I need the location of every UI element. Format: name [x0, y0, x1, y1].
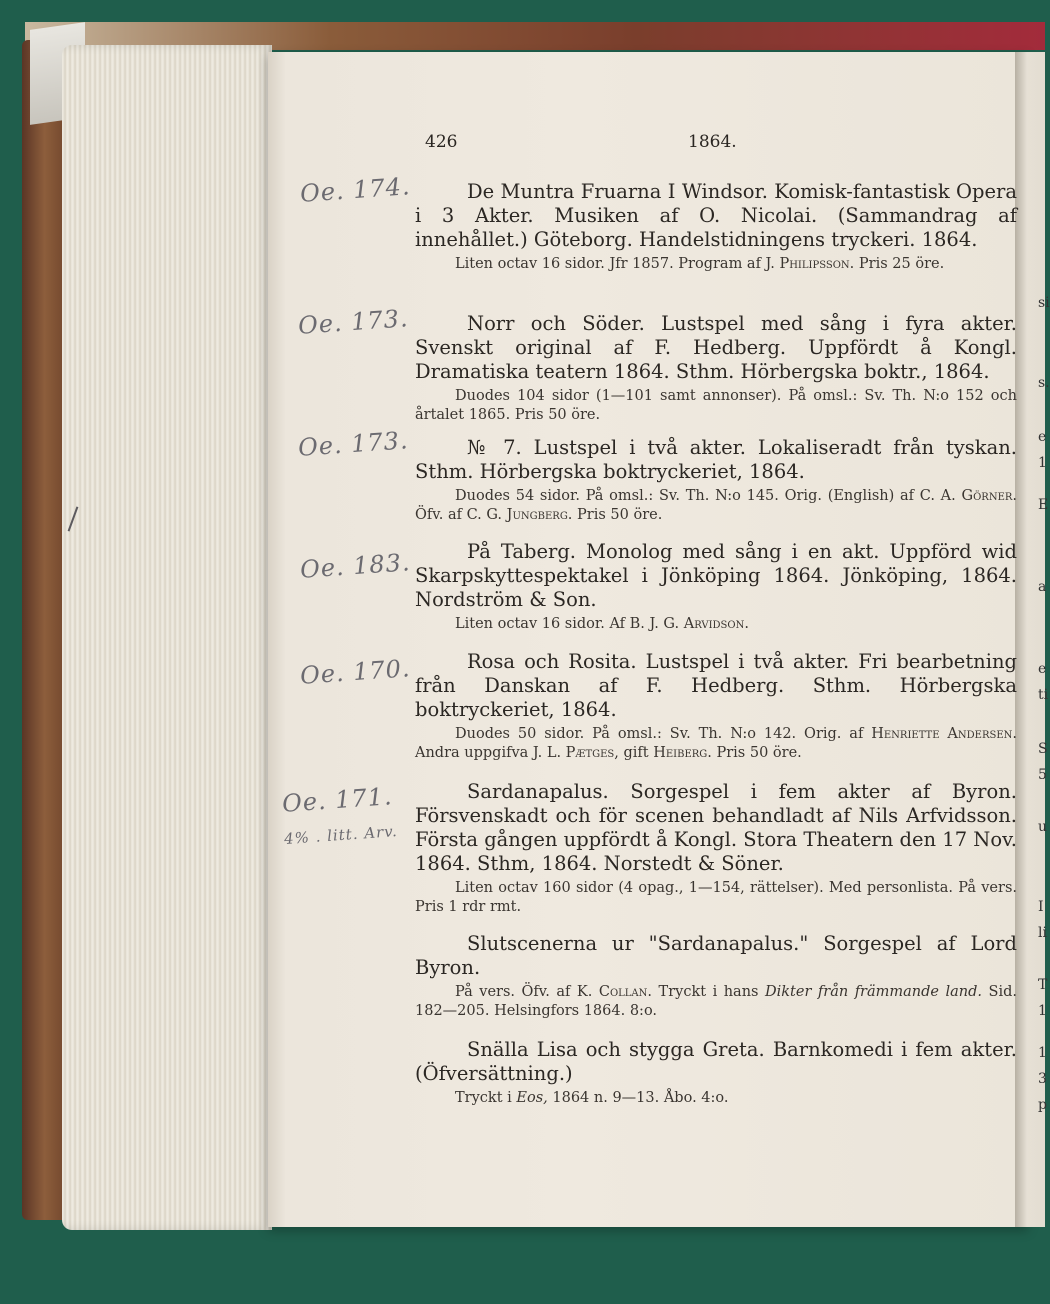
note-text: Tryckt i — [455, 1090, 512, 1106]
note-text: Andra uppgifva J. L. — [415, 745, 562, 761]
note-text: Liten octav 16 sidor. Af B. J. G. — [455, 616, 680, 632]
note-text: Liten octav 16 sidor. Jfr 1857. Program af J. — [455, 256, 775, 272]
note-text: 1864 n. 9—13. Åbo. 4:o. — [552, 1090, 729, 1106]
margin-note-handwritten: Oe. 171. — [281, 782, 394, 818]
margin-note-handwritten: Oe. 173. — [297, 426, 410, 462]
note-author: Philipsson. — [779, 256, 855, 272]
bibliography-entry — [415, 932, 1017, 1021]
running-head-year: 1864. — [688, 132, 737, 152]
entry-title: De Muntra Fruarna I Windsor. Komisk-fantastisk Opera i 3 Akter. Musiken af O. Nicolai. (Sammandrag af innehållet.) Göteborg. Handelstidningens tryckeri. 1864. — [415, 180, 1017, 251]
bibliography-entry — [415, 180, 1017, 274]
entry-title: På Taberg. Monolog med sång i en akt. Uppförd wid Skarpskyttespektakel i Jönköping 1864. Jönköping, 1864. Nordström & Son. — [415, 540, 1017, 611]
note-text: Duodes 54 sidor. På omsl.: Sv. Th. N:o 145. Orig. (English) af C. A. — [455, 488, 956, 504]
entry-note — [415, 487, 1017, 525]
fragment: 1 — [1038, 1003, 1047, 1019]
bibliography-entry — [415, 540, 1017, 634]
bibliography-entry — [415, 650, 1017, 763]
fragment: si — [1038, 295, 1050, 311]
fragment: e — [1038, 661, 1047, 677]
bibliography-entry — [415, 436, 1017, 525]
note-text: På vers. Öfv. af K. — [455, 984, 593, 1000]
bibliography-entry — [415, 1038, 1017, 1108]
fragment: li — [1038, 925, 1047, 941]
margin-note-handwritten: Oe. 170. — [299, 654, 412, 690]
note-text: Sid. 182—205. Helsingfors 1864. 8:o. — [415, 984, 1017, 1019]
note-author: Jungberg. — [506, 507, 573, 523]
margin-note-handwritten: Oe. 183. — [299, 548, 412, 584]
fragment: 1 — [1038, 1045, 1047, 1061]
note-work-title: Eos, — [516, 1090, 548, 1106]
entry-title: Slutscenerna ur "Sardanapalus." Sorgespel af Lord Byron. — [415, 932, 1017, 979]
note-text: Pris 25 öre. — [858, 256, 945, 272]
margin-note-handwritten: Oe. 174. — [299, 172, 412, 208]
page-header — [0, 132, 1045, 156]
note-author: Arvidson. — [683, 616, 749, 632]
entry-note — [415, 725, 1017, 763]
bibliography-entry — [415, 312, 1017, 425]
entry-note: Liten octav 160 sidor (4 opag., 1—154, rättelser). Med personlista. På vers. Pris 1 rdr rmt. — [415, 880, 1017, 915]
note-author: Görner. — [961, 488, 1018, 504]
margin-note-handwritten: Oe. 173. — [297, 304, 410, 340]
fragment: s. — [1038, 375, 1050, 391]
note-author: Heiberg. — [653, 745, 712, 761]
fragment: T — [1038, 977, 1048, 993]
note-text: Tryckt i hans — [658, 984, 759, 1000]
page-edges — [62, 45, 272, 1230]
entry-note — [415, 1089, 1017, 1108]
fragment: u — [1038, 819, 1048, 835]
note-text: Pris 50 öre. — [577, 507, 663, 523]
fragment: 5 — [1038, 767, 1047, 783]
fragment: E — [1038, 497, 1049, 513]
entry-note — [415, 983, 1017, 1021]
entry-note: Duodes 104 sidor (1—101 samt annonser). På omsl.: Sv. Th. N:o 152 och årtalet 1865. Pris 50 öre. — [415, 388, 1017, 423]
entry-note — [415, 255, 1017, 274]
entry-note — [415, 615, 1017, 634]
entry-title: Rosa och Rosita. Lustspel i två akter. Fri bearbetning från Danskan af F. Hedberg. Sthm. Hörbergska boktryckeriet, 1864. — [415, 650, 1017, 721]
note-text: Pris 50 öre. — [716, 745, 802, 761]
fragment: ti — [1038, 687, 1049, 703]
fragment: p — [1038, 1097, 1047, 1113]
fragment: S — [1038, 741, 1048, 757]
fragment: 1 — [1038, 455, 1047, 471]
entry-title: Norr och Söder. Lustspel med sång i fyra akter. Svenskt original af F. Hedberg. Uppfördt å Kongl. Dramatiska teatern 1864. Sthm. Hörbergska boktr., 1864. — [415, 312, 1017, 383]
entry-title: Sardanapalus. Sorgespel i fem akter af Byron. Försvenskadt och för scenen behandladt af Nils Arfvidsson. Första gången uppfördt å Kongl. Stora Theatern den 17 Nov. 1864. Sthm, 1864. Norstedt & Söner. — [415, 780, 1018, 875]
fragment: 3 — [1038, 1071, 1047, 1087]
note-text: Öfv. af C. G. — [415, 507, 503, 523]
margin-note-handwritten: 4% . litt. Arv. — [283, 822, 399, 848]
note-text: gift — [623, 745, 649, 761]
entry-title: Snälla Lisa och stygga Greta. Barnkomedi i fem akter. (Öfversättning.) — [415, 1038, 1017, 1085]
bibliography-entry — [415, 780, 1017, 917]
entry-title: № 7. Lustspel i två akter. Lokaliseradt från tyskan. Sthm. Hörbergska boktryckeriet, 1864. — [415, 436, 1017, 483]
note-text: Duodes 50 sidor. På omsl.: Sv. Th. N:o 142. Orig. af — [455, 726, 864, 742]
fragment: e — [1038, 429, 1047, 445]
fragment: I — [1038, 899, 1044, 915]
note-author: Collan. — [598, 984, 653, 1000]
fragment: a — [1038, 579, 1047, 595]
page-number: 426 — [425, 132, 458, 152]
note-work-title: Dikter från främmande land. — [765, 984, 983, 1000]
note-author: Henriette Andersen. — [871, 726, 1017, 742]
note-author: Pætges, — [565, 745, 619, 761]
